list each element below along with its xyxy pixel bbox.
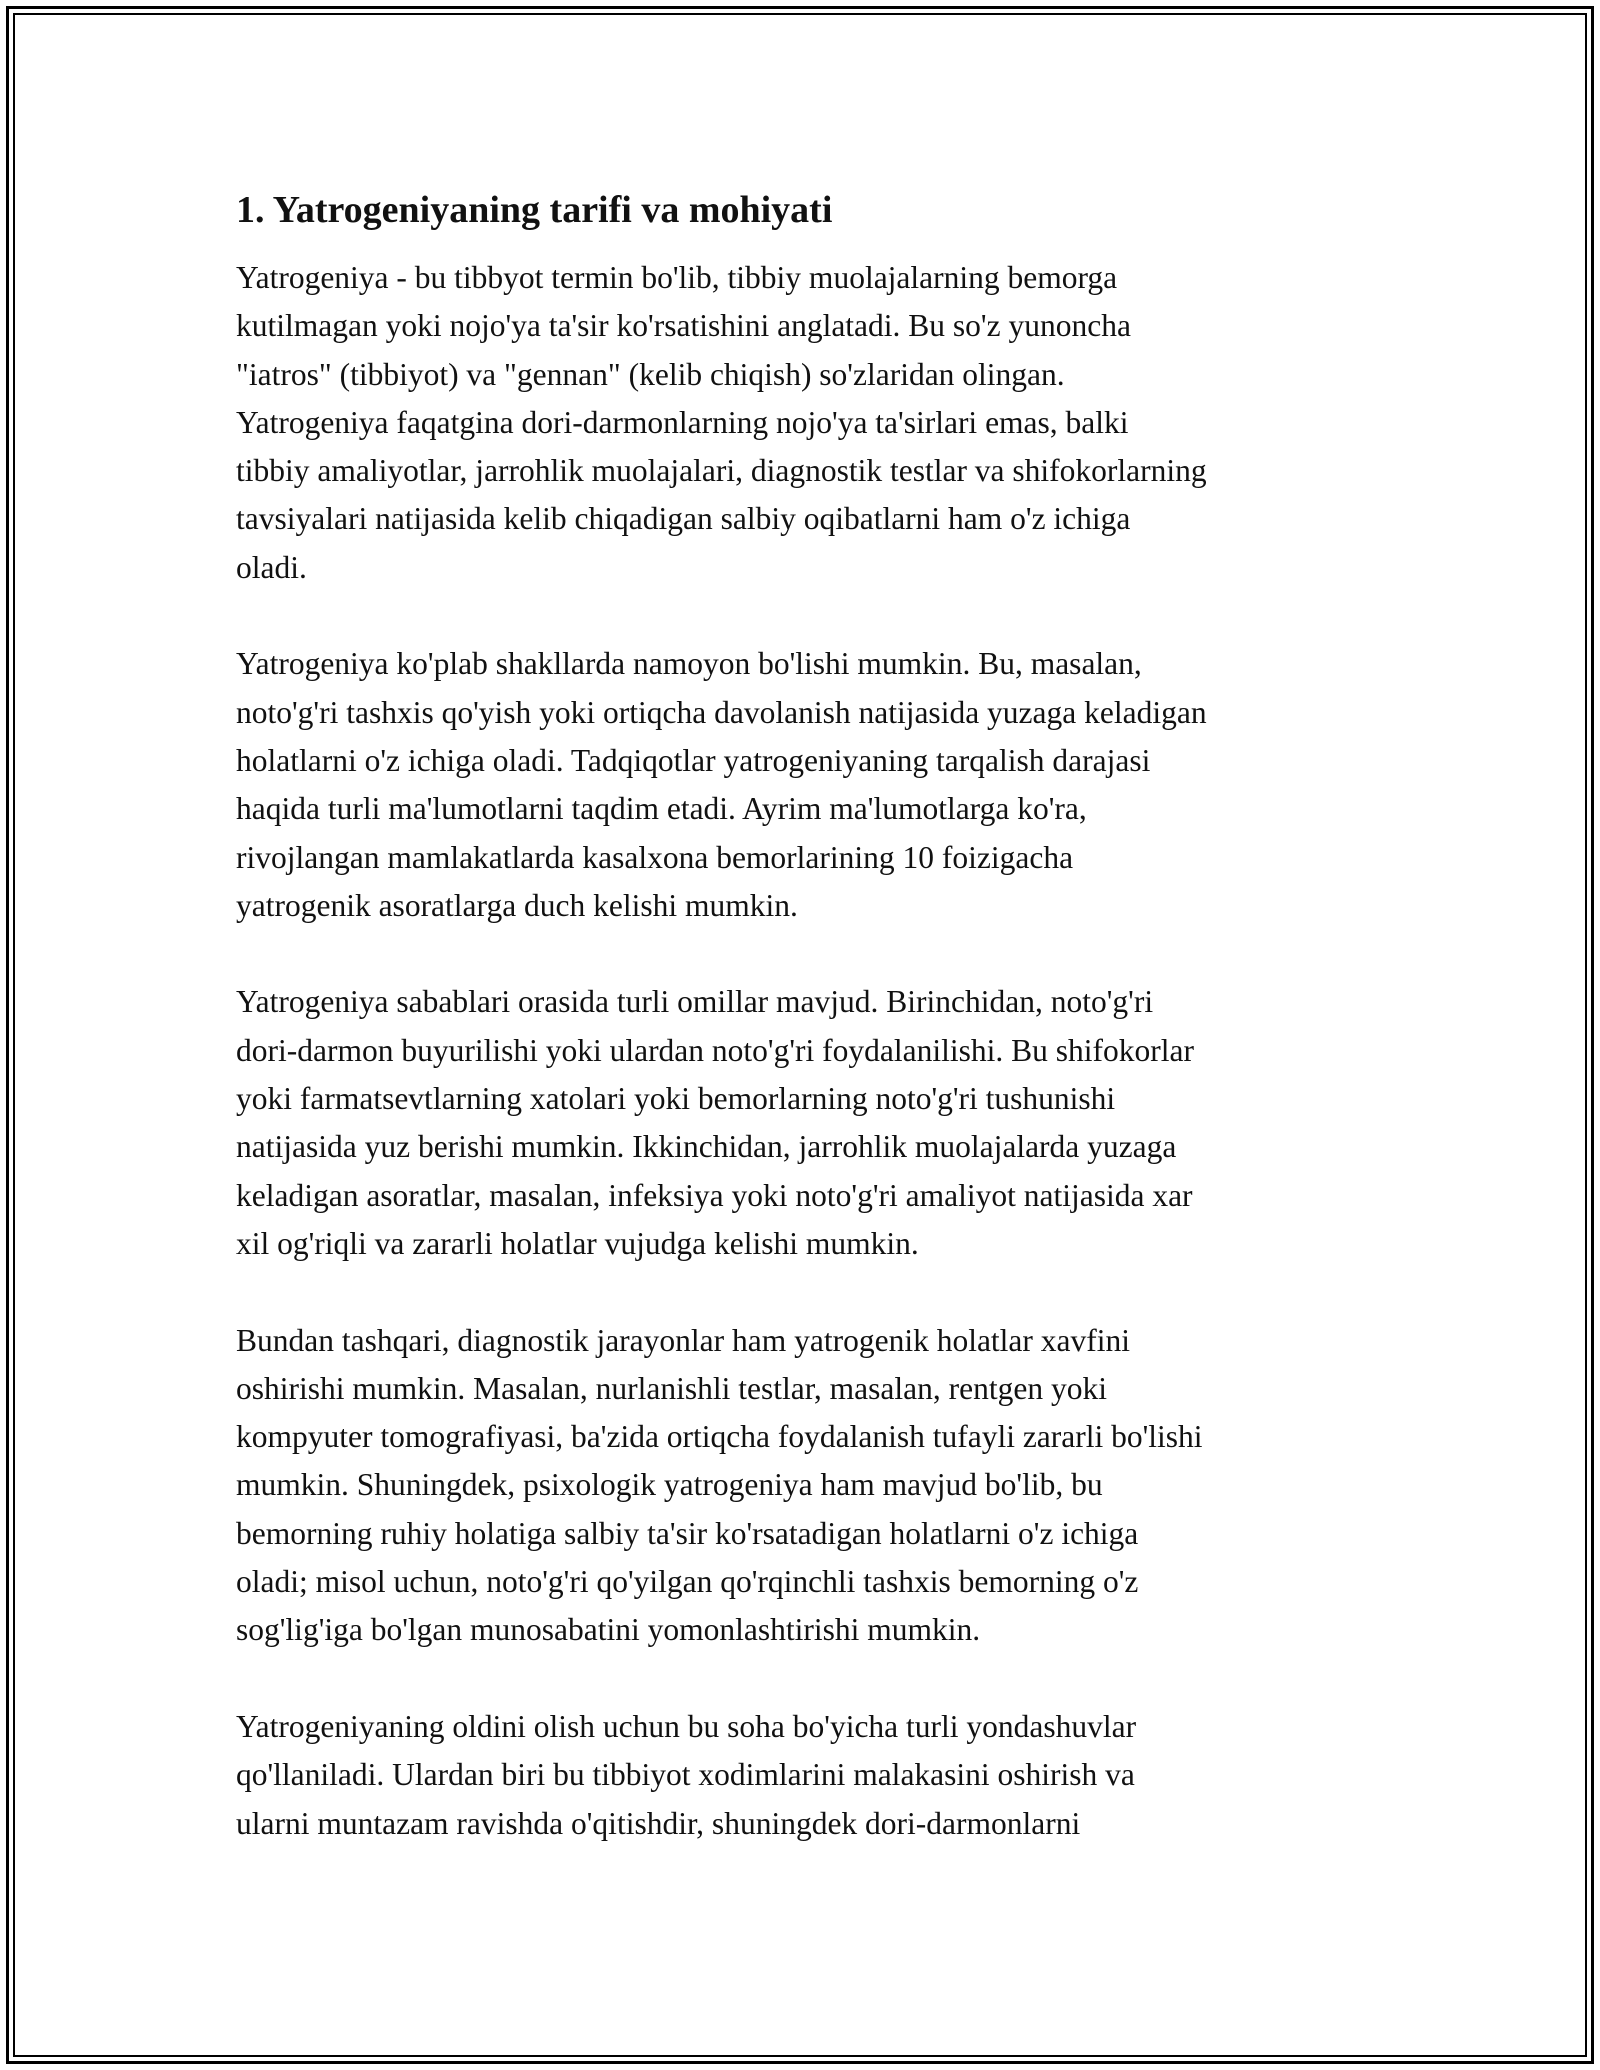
section-heading: 1. Yatrogeniyaning tarifi va mohiyati [236, 189, 833, 231]
paragraph-causes: Yatrogeniya sabablari orasida turli omillar mavjud. Birinchidan, noto'g'ri dori-darmon buyurilishi yoki ulardan noto'g'ri foydalanilishi. Bu shifokorlar yoki farmatsevtlarning xatolari yoki bemorlarning noto'g'ri tushunishi natijasida yuz berishi mumkin. Ikkinchidan, jarrohlik muolajalarda yuzaga keladigan asoratlar, masalan, infeksiya yoki noto'g'ri amaliyot natijasida xar xil og'riqli va zararli holatlar vujudga kelishi mumkin. [236, 984, 1194, 1261]
paragraph-forms: Yatrogeniya ko'plab shakllarda namoyon bo'lishi mumkin. Bu, masalan, noto'g'ri tashxis qo'yish yoki ortiqcha davolanish natijasida yuzaga keladigan holatlarni o'z ichiga oladi. Tadqiqotlar yatrogeniyaning tarqalish darajasi haqida turli ma'lumotlarni taqdim etadi. Ayrim ma'lumotlarga ko'ra, rivojlangan mamlakatlarda kasalxona bemorlarining 10 foizigacha yatrogenik asoratlarga duch kelishi mumkin. [236, 646, 1207, 923]
paragraph-definition: Yatrogeniya - bu tibbyot termin bo'lib, tibbiy muolajalarning bemorga kutilmagan yoki nojo'ya ta'sir ko'rsatishini anglatadi. Bu so'z yunoncha "iatros" (tibbiyot) va "gennan" (kelib chiqish) so'zlaridan olingan. Yatrogeniya faqatgina dori-darmonlarning nojo'ya ta'sirlari emas, balki tibbiy amaliyotlar, jarrohlik muolajalari, diagnostik testlar va shifokorlarning tavsiyalari natijasida kelib chiqadigan salbiy oqibatlarni ham o'z ichiga oladi. [236, 260, 1207, 585]
paragraph-diagnostics: Bundan tashqari, diagnostik jarayonlar ham yatrogenik holatlar xavfini oshirishi mumkin. Masalan, nurlanishli testlar, masalan, rentgen yoki kompyuter tomografiyasi, ba'zida ortiqcha foydalanish tufayli zararli bo'lishi mumkin. Shuningdek, psixologik yatrogeniya ham mavjud bo'lib, bu bemorning ruhiy holatiga salbiy ta'sir ko'rsatadigan holatlarni o'z ichiga oladi; misol uchun, noto'g'ri qo'yilgan qo'rqinchli tashxis bemorning o'z sog'lig'iga bo'lgan munosabatini yomonlashtirishi mumkin. [236, 1322, 1203, 1648]
paragraph-prevention: Yatrogeniyaning oldini olish uchun bu soha bo'yicha turli yondashuvlar qo'llaniladi. Ulardan biri bu tibbiyot xodimlarini malakasini oshirish va ularni muntazam ravishda o'qitishdir, shuningdek dori-darmonlarni [236, 1708, 1137, 1841]
document-body [236, 186, 1376, 1848]
